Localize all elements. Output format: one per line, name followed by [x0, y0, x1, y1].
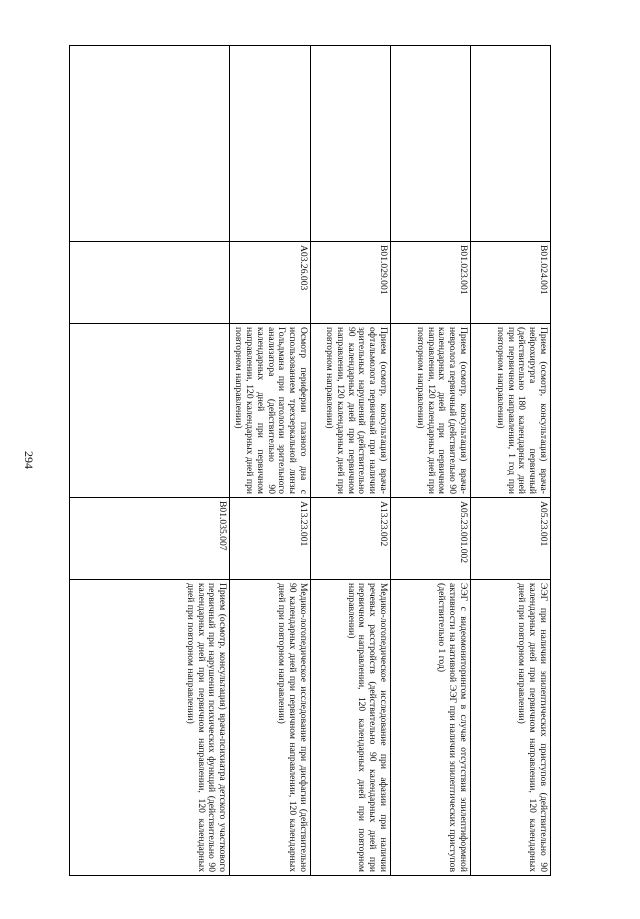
- service-name-b: ЭЭГ при наличии эпилептических приступов (действительно 90 календарных дней при первичном направлении, 120 календарных дней при повторном направлении): [471, 580, 551, 876]
- service-name-b: Медико-логопедическое исследование при дисфагии (действительно 90 календарных дней при первичном направлении, 120 календарных дней при повторном направлении): [230, 580, 311, 876]
- services-table: [69, 45, 551, 876]
- empty-cell: [230, 46, 311, 242]
- service-name-a: Осмотр периферии глазного дна с использованием трехзеркальной линзы Гольдмана при патологии зрительного анализатора (действительно 90 календарных дней при первичном направлении, 120 календарных дней при повторном направлении): [230, 324, 311, 498]
- service-code-a: B01.023.001: [391, 242, 471, 324]
- service-code-b: A05.23.001.002: [391, 498, 471, 580]
- page-number: 294: [22, 451, 36, 469]
- table-row: [391, 46, 471, 876]
- service-code-b: B01.035.007: [70, 498, 230, 580]
- service-code-a: A03.26.003: [230, 242, 311, 324]
- table-row: [471, 46, 551, 876]
- service-name-b: Медико-логопедическое исследование при афазии при наличии речевых расстройств (действительно 90 календарных дней при первичном направлении, 120 календарных дней при повторном направлении): [311, 580, 391, 876]
- service-code-a: [70, 242, 230, 324]
- service-code-a: B01.029.001: [311, 242, 391, 324]
- table-row: [70, 46, 230, 876]
- empty-cell: [471, 46, 551, 242]
- service-code-b: A13.23.001: [230, 498, 311, 580]
- service-name-b: ЭЭГ с видеомониторингом в случае отсутствия эпилептиформной активности на нативной ЭЭГ при наличии эпилептических приступов (действительно 1 год): [391, 580, 471, 876]
- empty-cell: [70, 46, 230, 242]
- rotated-table-wrapper: [71, 45, 551, 875]
- service-name-a: Прием (осмотр, консультация) врача-невролога первичный (действительно 90 календарных дней при первичном направлении, 120 календарных дней при повторном направлении): [391, 324, 471, 498]
- service-code-b: A05.23.001: [471, 498, 551, 580]
- service-code-b: A13.23.002: [311, 498, 391, 580]
- table-row: [230, 46, 311, 876]
- empty-cell: [391, 46, 471, 242]
- service-name-a: [70, 324, 230, 498]
- service-name-a: Прием (осмотр, консультация) врача-офтальмолога первичный при наличии зрительных нарушений (действительно 90 календарных дней при первичном направлении, 120 календарных дней при повторном направлении): [311, 324, 391, 498]
- service-code-a: B01.024.001: [471, 242, 551, 324]
- table-row: [311, 46, 391, 876]
- service-name-a: Прием (осмотр, консультация) врача-нейрохирурга первичный (действительно 180 календарных дней при первичном направлении, 1 год при повторном направлении): [471, 324, 551, 498]
- service-name-b: Прием (осмотр, консультация) врача-психиатра детского участкового первичный при нарушении психических функций (действительно 90 календарных дней при первичном направлении, 120 календарных дней при повторном направлении): [70, 580, 230, 876]
- empty-cell: [311, 46, 391, 242]
